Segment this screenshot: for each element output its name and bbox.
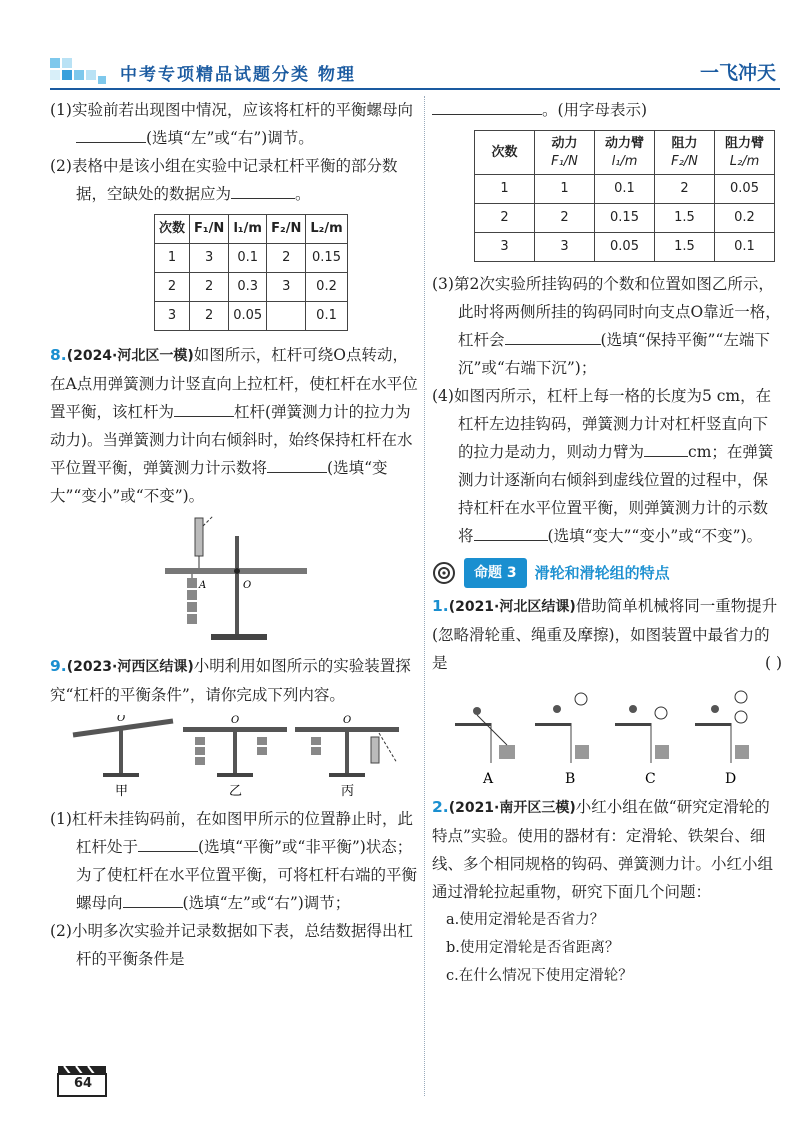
q9-part1 (50, 805, 422, 917)
r1-option-d[interactable]: D (725, 771, 737, 787)
page-header (0, 0, 800, 92)
q9-table-cell: 0.1 (595, 175, 655, 204)
q9-header-label: 阻力臂 (724, 135, 764, 151)
q8-lever-figure (161, 516, 311, 646)
r1-fig-c (615, 705, 669, 763)
header-rule (50, 88, 780, 90)
q9-fig-o-2: O (231, 715, 240, 726)
r1-text: 借助简单机械将同一重物提升(忽略滑轮重、绳重及摩擦)，如图装置中最省力的是 (432, 597, 778, 672)
table-row (475, 175, 775, 204)
q9-table-header-cell (715, 131, 775, 175)
q7-table-cell: 0.1 (306, 302, 347, 331)
r1-option-b[interactable]: B (565, 771, 576, 787)
r1-option-c[interactable]: C (645, 771, 656, 787)
header-brand: 一飞冲天 (699, 62, 776, 84)
table-row (475, 204, 775, 233)
q9-table-cell: 3 (535, 233, 595, 262)
q9-blank-3[interactable] (432, 97, 542, 115)
q9-table-cell: 3 (475, 233, 535, 262)
q7-table-cell: 3 (190, 244, 229, 273)
q9-part2-text: (2)小明多次实验并记录数据如下表，总结数据得出杠杆的平衡条件是 (50, 922, 413, 968)
q7-table-cell: 2 (155, 273, 190, 302)
q9-part3 (432, 270, 782, 382)
q9-part2-text-b: 。(用字母表示) (542, 101, 648, 119)
header-title: 中考专项精品试题分类 物理 (120, 65, 356, 85)
r1-source: (2021·河北区结课) (448, 599, 576, 615)
q9-table-cell: 0.05 (715, 175, 775, 204)
q9-label-jia: 甲 (115, 784, 129, 799)
q7-table-cell: 3 (267, 273, 306, 302)
q9-fig-bing (295, 715, 399, 777)
q9-fig-jia (73, 715, 173, 777)
r2-item-b: b.使用定滑轮是否省距离？ (446, 940, 620, 956)
q8-fig-label-o: O (243, 580, 252, 591)
q9-source: (2023·河西区结课) (66, 659, 194, 675)
q9-header-label: 动力 (551, 135, 578, 151)
q9-table-cell: 1 (535, 175, 595, 204)
q9-part2-start (50, 917, 422, 973)
q7-table-cell: 0.05 (229, 302, 267, 331)
q9-fig-o-3: O (343, 715, 352, 726)
r2-item-a: a.使用定滑轮是否省力？ (446, 912, 605, 928)
r1-fig-b (535, 693, 589, 763)
q7-table-cell: 0.1 (229, 244, 267, 273)
q9-part1-text-c: (选填“左”或“右”)调节； (182, 894, 351, 912)
q9-table-header-cell (655, 131, 715, 175)
q8-fig-label-a: A (199, 580, 207, 591)
q9-part3-text-b: (选填“保持平衡”“左端下沉”或“右端下沉”)； (458, 331, 770, 377)
q9-part4-text-b: cm；在弹簧测力计逐渐向右倾斜到虚线位置的过程中，保持杠杆在水平位置平衡，则弹簧测力计的示数将 (458, 443, 774, 545)
q7-table-header-cell: F₁/N (190, 215, 229, 244)
q9-blank-6[interactable] (474, 523, 548, 541)
q9-blank-2[interactable] (123, 890, 183, 908)
q9-figures (71, 715, 401, 799)
q7-part2-text: (2)表格中是该小组在实验中记录杠杆平衡的部分数据，空缺处的数据应为 (50, 157, 398, 203)
q9-blank-5[interactable] (644, 439, 688, 457)
column-divider (424, 96, 425, 1096)
q7-blank-1[interactable] (76, 125, 146, 143)
r1-answer-paren[interactable]: ( ) (764, 654, 782, 672)
q8-number: 8. (50, 346, 67, 364)
q8-text-2: 杠杆(弹簧测力计的拉力为动力)。当弹簧测力计向右倾斜时，始终保持杠杆在水平位置平衡，弹簧测力计示数将 (50, 403, 413, 477)
q9-table-cell: 0.15 (595, 204, 655, 233)
r2-text: 小红小组在做“研究定滑轮的特点”实验。使用的器材有：定滑轮、铁架台、细线、多个相同规格的钩码、弹簧测力计。小红小组通过滑轮拉起重物，研究下面几个问题： (432, 798, 774, 901)
q9-header-unit: l₁/m (611, 153, 638, 169)
q7-table-cell: 1 (155, 244, 190, 273)
q9-fig-yi (183, 715, 287, 777)
q7-table-header-cell: 次数 (155, 215, 190, 244)
q9-label-bing: 丙 (341, 784, 355, 799)
q9-table-cell: 2 (655, 175, 715, 204)
q9-table-header-cell (535, 131, 595, 175)
q9-table-cell: 0.2 (715, 204, 775, 233)
q9-table-header-cell (595, 131, 655, 175)
q8-blank-2[interactable] (267, 455, 327, 473)
q9-part4-text: (4)如图丙所示，杠杆上每一格的长度为5 cm，在杠杆左边挂钩码，弹簧测力计对杠杆竖直向下的拉力是动力，则动力臂为 (432, 387, 772, 461)
q7-part1-text-b: (选填“左”或“右”)调节。 (146, 129, 314, 147)
r2-source: (2021·南开区三模) (448, 800, 576, 816)
table-row (155, 302, 348, 331)
q9-label-yi: 乙 (229, 784, 243, 799)
q8-source: (2024·河北区一模) (66, 348, 194, 364)
q9-table-header-row (475, 131, 775, 175)
q9-table-header-cell (475, 131, 535, 175)
q9-header-unit: L₂/m (729, 153, 760, 169)
r2-number: 2. (432, 798, 449, 816)
r1-fig-a (455, 707, 515, 763)
q8-text-1: 如图所示，杠杆可绕O点转动，在A点用弹簧测力计竖直向上拉杠杆，使杠杆在水平位置平衡，该杠杆为 (50, 346, 418, 421)
table-row (475, 233, 775, 262)
proposition-3-title: 滑轮和滑轮组的特点 (534, 564, 670, 582)
table-row (155, 244, 348, 273)
r2-item-c: c.在什么情况下使用定滑轮？ (446, 968, 633, 984)
r1-option-a[interactable]: A (483, 771, 494, 787)
proposition-3-label: 命题 3 (464, 558, 527, 588)
left-column (50, 96, 422, 973)
q7-table-cell: 0.2 (306, 273, 347, 302)
r2-block (432, 793, 782, 906)
q8-blank-1[interactable] (174, 399, 234, 417)
q9-part3-text: (3)第2次实验所挂钩码的个数和位置如图乙所示，此时将两侧所挂的钩码同时向支点O靠近一格，杠杆会 (432, 275, 781, 349)
q9-table-cell: 1.5 (655, 233, 715, 262)
q9-header-label: 动力臂 (604, 135, 644, 151)
r1-block (432, 592, 782, 677)
proposition-3-heading (432, 558, 782, 588)
q7-table-cell: 0.15 (306, 244, 347, 273)
q7-table-cell: 2 (190, 302, 229, 331)
q9-table-cell: 1.5 (655, 204, 715, 233)
q9-part1-text: (1)杠杆未挂钩码前，在如图甲所示的位置静止时，此杠杆处于 (50, 810, 413, 856)
q9-header-unit: F₂/N (671, 153, 698, 169)
q9-blank-1[interactable] (138, 834, 198, 852)
q9-table (474, 130, 775, 262)
q7-table-cell[interactable] (267, 302, 306, 331)
q7-part2 (50, 152, 422, 208)
q7-table-header-cell: L₂/m (306, 215, 347, 244)
q7-table-cell: 3 (155, 302, 190, 331)
q8-block (50, 341, 422, 510)
q9-part4 (432, 382, 782, 550)
q7-table (154, 214, 348, 331)
q7-table-header-row (155, 215, 348, 244)
q8-text-3: (选填“变大”“变小”或“不变”)。 (50, 459, 388, 505)
q9-table-cell: 0.05 (595, 233, 655, 262)
q7-part1 (50, 96, 422, 152)
q9-header-unit: F₁/N (551, 153, 578, 169)
q9-part4-text-c: (选填“变大”“变小”或“不变”)。 (547, 527, 763, 545)
right-column (432, 96, 782, 990)
page-number-badge (56, 1064, 110, 1098)
table-row (155, 273, 348, 302)
target-icon (432, 561, 456, 585)
r1-number: 1. (432, 597, 449, 615)
q9-block (50, 652, 422, 709)
q9-table-cell: 1 (475, 175, 535, 204)
q9-part1-text-b: (选填“平衡”或“非平衡”)状态；为了使杠杆在水平位置平衡，可将杠杆右端的平衡螺母向 (76, 838, 418, 912)
q7-table-cell: 2 (267, 244, 306, 273)
q7-blank-2[interactable] (231, 181, 295, 199)
q9-number: 9. (50, 657, 67, 675)
q9-table-cell: 0.1 (715, 233, 775, 262)
q9-header-label: 阻力 (671, 135, 698, 151)
q7-table-cell: 0.3 (229, 273, 267, 302)
q9-part2-cont (432, 96, 782, 124)
r1-pulley-figures (447, 683, 767, 787)
q9-header-label: 次数 (491, 144, 518, 160)
q7-part2-text-b: 。 (295, 185, 311, 203)
q7-table-cell: 2 (190, 273, 229, 302)
r1-fig-d (695, 691, 749, 763)
q9-fig-o-1: O (117, 715, 126, 724)
q9-blank-4[interactable] (505, 327, 601, 345)
q7-table-header-cell: l₁/m (229, 215, 267, 244)
header-decoration-icon (50, 52, 116, 88)
page-number: 64 (74, 1076, 93, 1091)
q7-table-header-cell: F₂/N (267, 215, 306, 244)
q9-table-cell: 2 (535, 204, 595, 233)
q9-text-1: 小明利用如图所示的实验装置探究“杠杆的平衡条件”，请你完成下列内容。 (50, 657, 411, 704)
q9-table-cell: 2 (475, 204, 535, 233)
q7-part1-text: (1)实验前若出现图中情况，应该将杠杆的平衡螺母向 (50, 101, 413, 119)
